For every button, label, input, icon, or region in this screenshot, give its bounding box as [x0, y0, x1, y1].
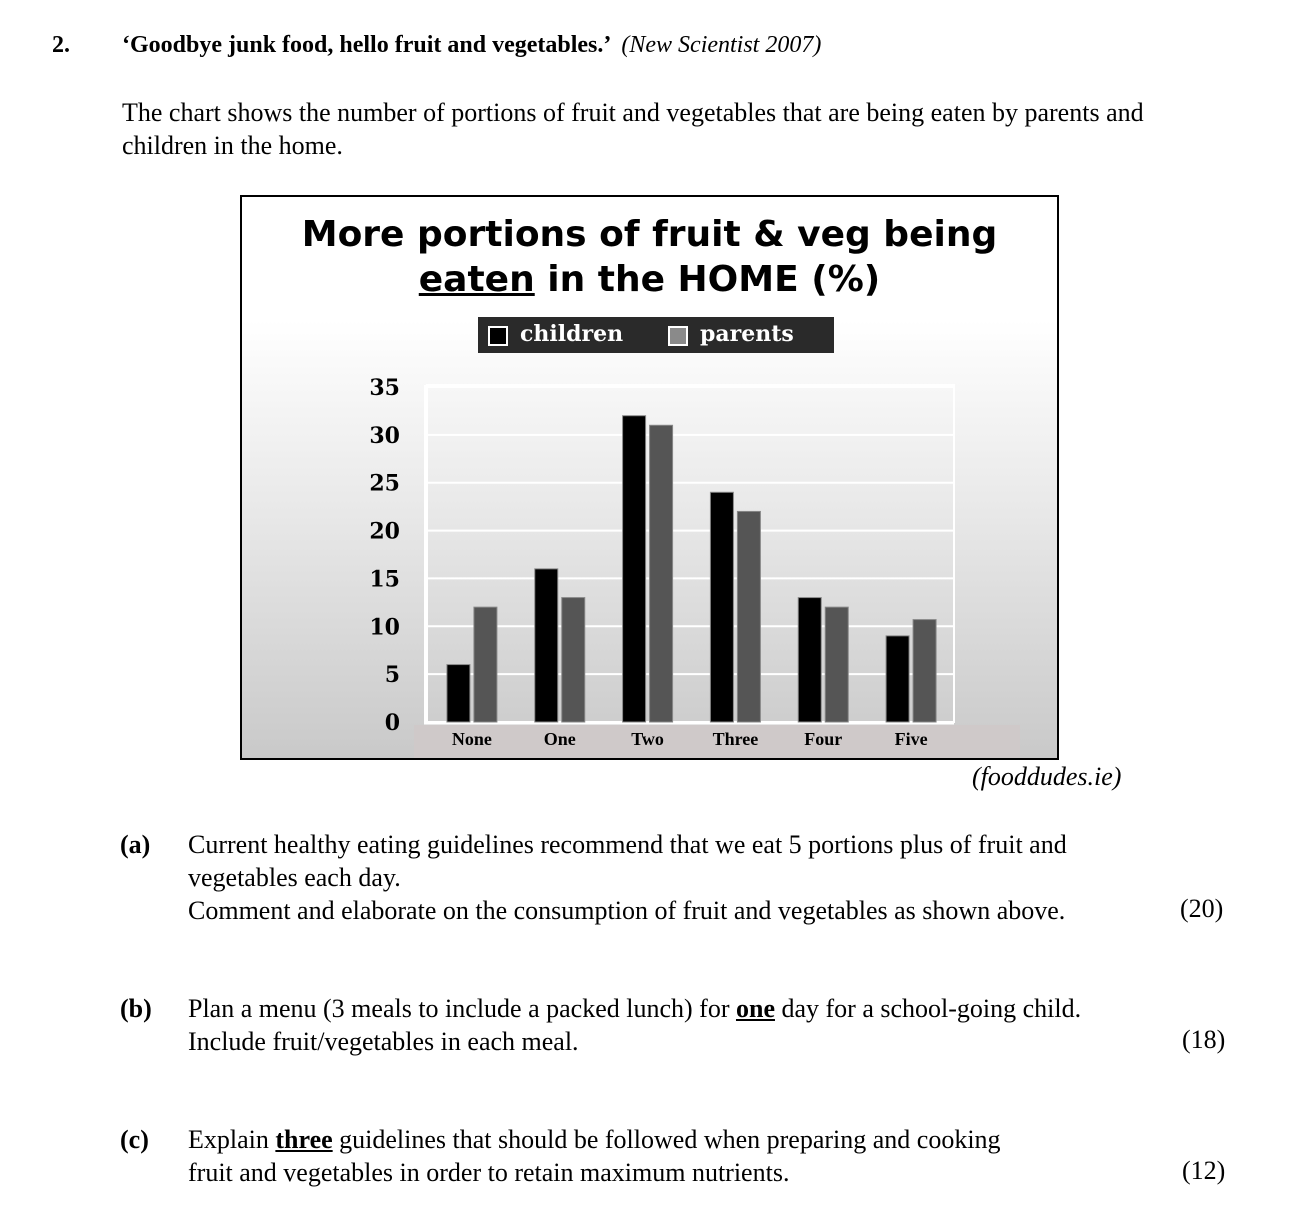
- x-tick-label: Four: [804, 729, 843, 749]
- intro-text: The chart shows the number of portions of fruit and vegetables that are being eaten by parents and children in the home.: [122, 98, 1144, 160]
- part-c-line1: Explain three guidelines that should be followed when preparing and cooking: [188, 1125, 1001, 1154]
- bar-parents-two: [650, 425, 673, 722]
- chart-title-rest: in the HOME (%): [534, 259, 881, 300]
- y-tick-label: 0: [384, 710, 400, 736]
- bar-children-five: [886, 636, 909, 722]
- part-c-line2: fruit and vegetables in order to retain maximum nutrients.: [188, 1158, 790, 1187]
- chart-panel: [240, 195, 1059, 760]
- part-c-label: (c): [120, 1125, 149, 1154]
- y-tick-label: 35: [369, 375, 400, 401]
- bar-children-two: [623, 416, 646, 722]
- chart-title-line1: More portions of fruit & veg being: [301, 214, 998, 255]
- chart-title-underlined: eaten: [418, 259, 535, 300]
- part-a-line3: Comment and elaborate on the consumption of fruit and vegetables as shown above.: [188, 896, 1066, 925]
- y-tick-label: 10: [369, 614, 400, 641]
- bar-children-one: [535, 569, 558, 722]
- bar-children-none: [447, 665, 470, 722]
- y-tick-label: 30: [369, 422, 400, 449]
- question-number: 2.: [52, 32, 70, 58]
- part-b-line2: Include fruit/vegetables in each meal.: [188, 1027, 579, 1056]
- part-a-line1: Current healthy eating guidelines recommend that we eat 5 portions plus of fruit and: [188, 830, 1067, 859]
- bar-children-four: [798, 598, 821, 722]
- part-a-marks: (20): [1180, 894, 1224, 923]
- part-b-line1: Plan a menu (3 meals to include a packed lunch) for one day for a school-going child.: [188, 994, 1082, 1023]
- part-a-label: (a): [120, 830, 151, 859]
- part-a-line2: vegetables each day.: [188, 863, 401, 892]
- y-tick-label: 5: [384, 662, 400, 689]
- x-tick-label: Three: [712, 729, 759, 749]
- chart-source: (fooddudes.ie): [972, 762, 1122, 791]
- x-tick-label: Five: [894, 729, 928, 749]
- part-c-marks: (12): [1182, 1156, 1226, 1185]
- bar-parents-none: [474, 607, 497, 722]
- title-source: (New Scientist 2007): [621, 32, 822, 58]
- title-quote: ‘Goodbye junk food, hello fruit and vegetables.’: [122, 32, 612, 58]
- legend-label-children: children: [520, 321, 624, 347]
- y-tick-label: 15: [369, 566, 400, 593]
- bar-parents-five: [913, 620, 936, 722]
- x-tick-label: None: [451, 729, 492, 749]
- bar-children-three: [710, 492, 733, 722]
- bar-parents-three: [737, 511, 760, 722]
- legend-label-parents: parents: [700, 321, 794, 347]
- part-b-label: (b): [120, 994, 152, 1023]
- x-tick-label: One: [543, 729, 576, 749]
- x-tick-label: Two: [631, 729, 664, 749]
- y-tick-label: 20: [369, 518, 400, 545]
- bar-chart: [242, 197, 1057, 758]
- question-title: [122, 32, 821, 59]
- part-a-text: [188, 828, 1067, 927]
- part-b-marks: (18): [1182, 1025, 1226, 1054]
- part-b-text: [188, 992, 1081, 1058]
- bar-parents-four: [825, 607, 848, 722]
- part-c-text: [188, 1123, 1001, 1189]
- y-tick-label: 25: [369, 470, 400, 497]
- bar-parents-one: [562, 598, 585, 722]
